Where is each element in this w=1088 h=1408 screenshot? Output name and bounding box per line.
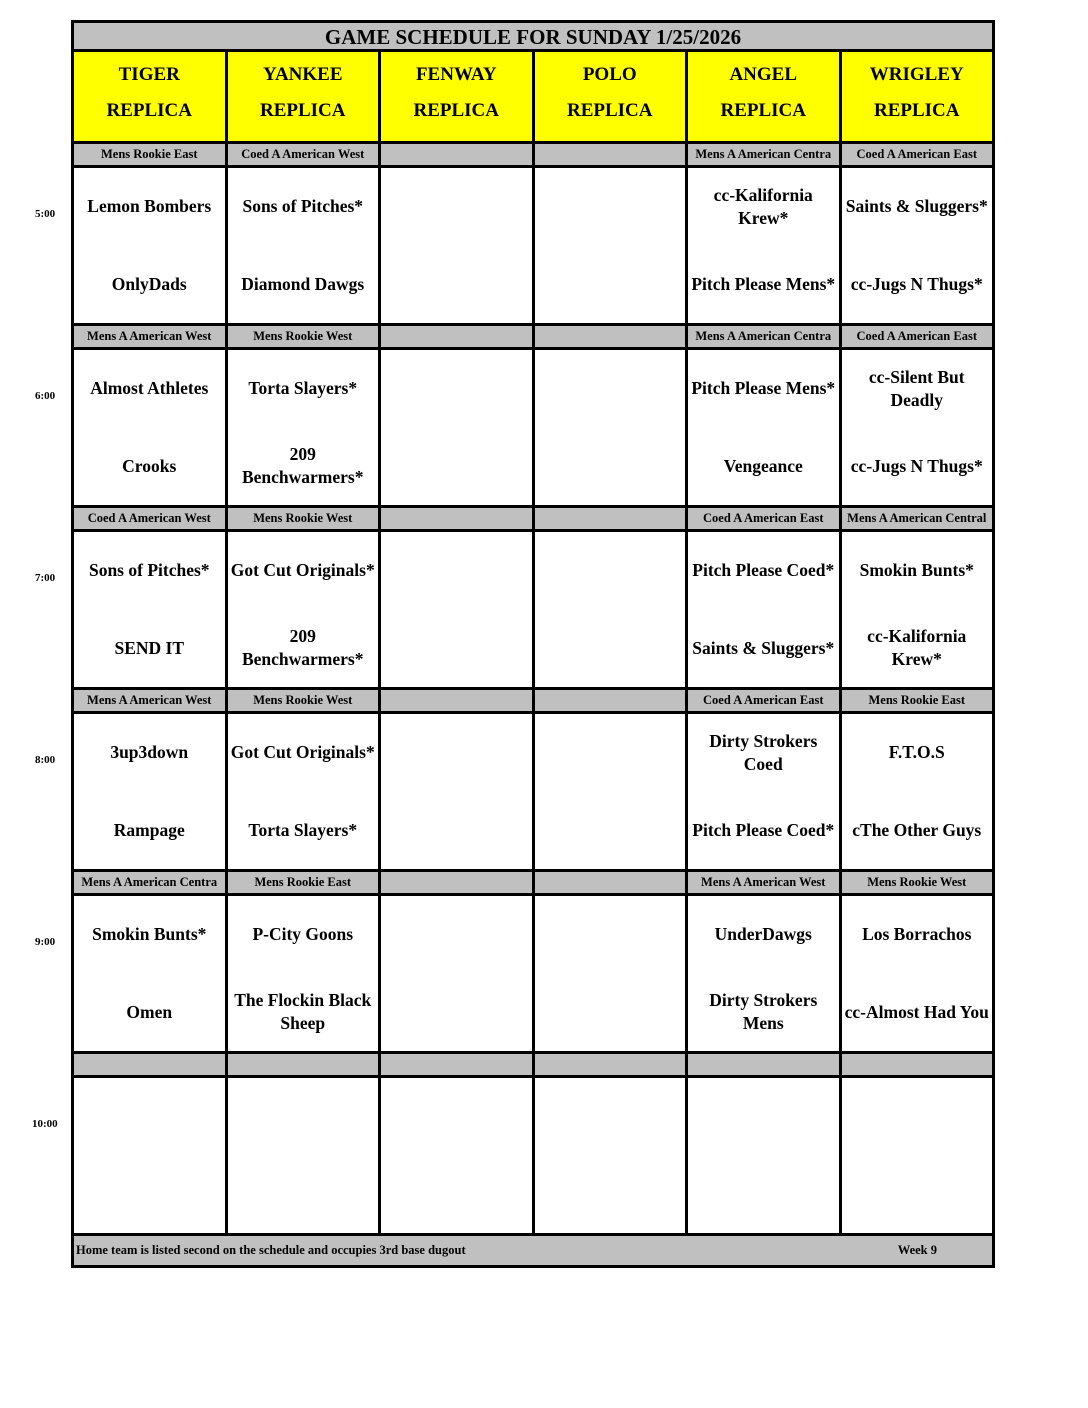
- game-cell: [74, 1078, 228, 1233]
- game-cell: [228, 532, 382, 687]
- away-team: Lemon Bombers: [87, 196, 212, 217]
- home-team: [381, 792, 532, 870]
- home-team: Dirty Strokers Mens: [709, 990, 818, 1034]
- field-subtitle: REPLICA: [566, 100, 653, 121]
- field-header: [839, 52, 996, 144]
- away-team: [688, 1078, 839, 1156]
- home-team: cc-Almost Had You: [844, 1001, 989, 1022]
- away-team: Almost Athletes: [90, 378, 209, 399]
- game-cell: [74, 168, 228, 323]
- game-cell: [688, 1078, 842, 1233]
- home-team: Crooks: [122, 455, 177, 476]
- away-team: [381, 1078, 532, 1156]
- game-cell: [381, 532, 535, 687]
- game-cell: [535, 532, 689, 687]
- game-row: [71, 350, 995, 508]
- home-team: Saints & Sluggers*: [692, 637, 835, 658]
- game-cell: [381, 714, 535, 869]
- game-cell: [688, 168, 842, 323]
- home-team: Diamond Dawgs: [241, 273, 365, 294]
- away-team: Sons of Pitches*: [242, 196, 364, 217]
- division-label: [74, 1054, 228, 1075]
- field-header: [378, 52, 532, 144]
- game-row: [71, 714, 995, 872]
- time-label: 10:00: [32, 1118, 58, 1130]
- away-team: [74, 1078, 225, 1156]
- division-label: [688, 1054, 842, 1075]
- home-team: cThe Other Guys: [852, 819, 982, 840]
- game-cell: [842, 168, 993, 323]
- division-label: [381, 1054, 535, 1075]
- time-label: 6:00: [35, 390, 56, 402]
- game-row: [71, 1078, 995, 1236]
- division-label: [535, 690, 689, 711]
- game-cell: [688, 714, 842, 869]
- away-team: F.T.O.S: [888, 742, 945, 763]
- field-header: [225, 52, 379, 144]
- away-team: Pitch Please Coed*: [692, 560, 835, 581]
- division-label: Mens Rookie West: [228, 508, 382, 529]
- division-label: Coed A American East: [856, 147, 977, 161]
- week-label: Week 9: [897, 1243, 937, 1257]
- time-label: 9:00: [35, 936, 56, 948]
- page-title: GAME SCHEDULE FOR SUNDAY 1/25/2026: [71, 20, 995, 52]
- game-cell: [228, 714, 382, 869]
- division-label: [535, 1054, 689, 1075]
- home-team: [535, 610, 686, 688]
- game-row: [71, 896, 995, 1054]
- division-label: Mens A American Centra: [688, 144, 842, 165]
- away-team: Saints & Sluggers*: [845, 196, 988, 217]
- home-team: [381, 974, 532, 1052]
- game-cell: [228, 1078, 382, 1233]
- division-label: Mens Rookie West: [228, 326, 382, 347]
- division-row: [71, 508, 995, 532]
- field-name: WRIGLEY: [869, 64, 964, 85]
- field-subtitle: REPLICA: [720, 100, 806, 121]
- field-subtitle: REPLICA: [873, 100, 960, 121]
- schedule-slots: [71, 144, 995, 1236]
- game-cell: [688, 896, 842, 1051]
- division-label: [381, 872, 535, 893]
- home-team: [381, 246, 532, 324]
- field-subtitle: REPLICA: [413, 100, 499, 121]
- home-team: Rampage: [113, 819, 185, 840]
- home-team: [535, 792, 686, 870]
- home-team: [688, 1156, 839, 1234]
- game-cell: [688, 532, 842, 687]
- away-team: [535, 532, 686, 610]
- division-row: [71, 690, 995, 714]
- home-team: 209 Benchwarmers*: [241, 444, 364, 488]
- division-label: Mens A American West: [74, 326, 228, 347]
- away-team: Pitch Please Mens*: [691, 378, 836, 399]
- game-cell: [74, 532, 228, 687]
- field-subtitle: REPLICA: [259, 100, 346, 121]
- division-label: [381, 690, 535, 711]
- game-cell: [842, 532, 993, 687]
- division-label: Mens Rookie East: [868, 693, 966, 707]
- away-team: cc-Kalifornia Krew*: [713, 184, 813, 228]
- home-team: The Flockin Black Sheep: [234, 990, 372, 1034]
- home-team: cc-Jugs N Thugs*: [850, 455, 983, 476]
- division-row: [71, 326, 995, 350]
- away-team: [381, 532, 532, 610]
- field-name: ANGEL: [729, 64, 798, 85]
- home-team: OnlyDads: [111, 273, 187, 294]
- division-label: [228, 1054, 382, 1075]
- home-team: cc-Kalifornia Krew*: [867, 626, 967, 670]
- game-cell: [74, 714, 228, 869]
- home-team: [535, 1156, 686, 1234]
- home-team: [381, 1156, 532, 1234]
- away-team: Dirty Strokers Coed: [709, 730, 818, 774]
- away-team: Got Cut Originals*: [230, 742, 375, 763]
- away-team: [535, 350, 686, 428]
- game-cell: [842, 896, 993, 1051]
- home-team: [535, 246, 686, 324]
- division-label: Coed A American East: [856, 329, 977, 343]
- game-row: [71, 532, 995, 690]
- home-team: [842, 1156, 993, 1234]
- division-label: Mens Rookie West: [228, 690, 382, 711]
- time-label: 5:00: [35, 208, 56, 220]
- field-header: [71, 52, 225, 144]
- home-team: [74, 1156, 225, 1234]
- division-label: Mens A American West: [688, 872, 842, 893]
- division-label: Coed A American East: [688, 508, 842, 529]
- footer-note: Home team is listed second on the schedule and occupies 3rd base dugout: [76, 1243, 466, 1257]
- schedule-sheet: [71, 20, 995, 1268]
- time-label: 8:00: [35, 754, 56, 766]
- away-team: Got Cut Originals*: [230, 560, 375, 581]
- home-team: Pitch Please Coed*: [692, 819, 835, 840]
- home-team: Omen: [126, 1001, 173, 1022]
- away-team: [842, 1078, 993, 1156]
- division-label: Mens Rookie East: [74, 144, 228, 165]
- footer-bar: [71, 1236, 995, 1268]
- game-row: [71, 168, 995, 326]
- division-row: [71, 872, 995, 896]
- away-team: [381, 350, 532, 428]
- field-name: YANKEE: [262, 64, 343, 85]
- game-cell: [381, 896, 535, 1051]
- field-name: FENWAY: [415, 64, 497, 85]
- away-team: Smokin Bunts*: [92, 924, 207, 945]
- home-team: [381, 610, 532, 688]
- game-cell: [842, 350, 993, 505]
- away-team: [381, 714, 532, 792]
- home-team: [381, 428, 532, 506]
- division-label: [535, 144, 689, 165]
- division-label: Mens A American Central: [847, 511, 987, 525]
- game-cell: [228, 350, 382, 505]
- game-cell: [74, 350, 228, 505]
- game-cell: [688, 350, 842, 505]
- division-row: [71, 144, 995, 168]
- field-header: [532, 52, 686, 144]
- home-team: [535, 428, 686, 506]
- away-team: [535, 896, 686, 974]
- away-team: [381, 896, 532, 974]
- game-cell: [228, 896, 382, 1051]
- division-label: Coed A American West: [74, 508, 228, 529]
- division-label: [381, 508, 535, 529]
- field-header-row: [71, 52, 995, 144]
- away-team: UnderDawgs: [714, 924, 812, 945]
- away-team: [535, 168, 686, 246]
- home-team: [535, 974, 686, 1052]
- away-team: [228, 1078, 379, 1156]
- away-team: Sons of Pitches*: [88, 560, 210, 581]
- field-name: POLO: [582, 64, 637, 85]
- home-team: Pitch Please Mens*: [691, 273, 836, 294]
- home-team: [228, 1156, 379, 1234]
- division-label: [535, 508, 689, 529]
- game-cell: [381, 1078, 535, 1233]
- division-label: Mens A American Centra: [688, 326, 842, 347]
- division-label: [535, 326, 689, 347]
- away-team: P-City Goons: [252, 924, 354, 945]
- time-label: 7:00: [35, 572, 56, 584]
- division-label: Mens A American West: [74, 690, 228, 711]
- away-team: [535, 714, 686, 792]
- home-team: 209 Benchwarmers*: [241, 626, 364, 670]
- away-team: Los Borrachos: [862, 924, 972, 945]
- game-cell: [74, 896, 228, 1051]
- game-cell: [535, 714, 689, 869]
- game-cell: [535, 1078, 689, 1233]
- division-label: [381, 326, 535, 347]
- game-cell: [535, 350, 689, 505]
- game-cell: [381, 168, 535, 323]
- division-row: [71, 1054, 995, 1078]
- division-label: Mens Rookie East: [228, 872, 382, 893]
- field-name: TIGER: [118, 64, 180, 85]
- division-label: Coed A American West: [228, 144, 382, 165]
- field-header: [685, 52, 839, 144]
- game-cell: [535, 168, 689, 323]
- game-cell: [842, 714, 993, 869]
- division-label: [535, 872, 689, 893]
- home-team: Vengeance: [723, 455, 803, 476]
- division-label: Mens Rookie West: [867, 875, 967, 889]
- away-team: 3up3down: [110, 742, 189, 763]
- away-team: Torta Slayers*: [248, 378, 358, 399]
- home-team: SEND IT: [114, 637, 185, 658]
- game-cell: [535, 896, 689, 1051]
- game-cell: [381, 350, 535, 505]
- game-cell: [842, 1078, 993, 1233]
- division-label: Coed A American East: [688, 690, 842, 711]
- away-team: Smokin Bunts*: [859, 560, 974, 581]
- division-label: Mens A American Centra: [74, 872, 228, 893]
- division-label: [381, 144, 535, 165]
- away-team: [535, 1078, 686, 1156]
- away-team: cc-Silent But Deadly: [868, 366, 965, 410]
- away-team: [381, 168, 532, 246]
- home-team: Torta Slayers*: [248, 819, 358, 840]
- field-subtitle: REPLICA: [106, 100, 192, 121]
- division-label: [842, 1054, 993, 1075]
- home-team: cc-Jugs N Thugs*: [850, 273, 983, 294]
- game-cell: [228, 168, 382, 323]
